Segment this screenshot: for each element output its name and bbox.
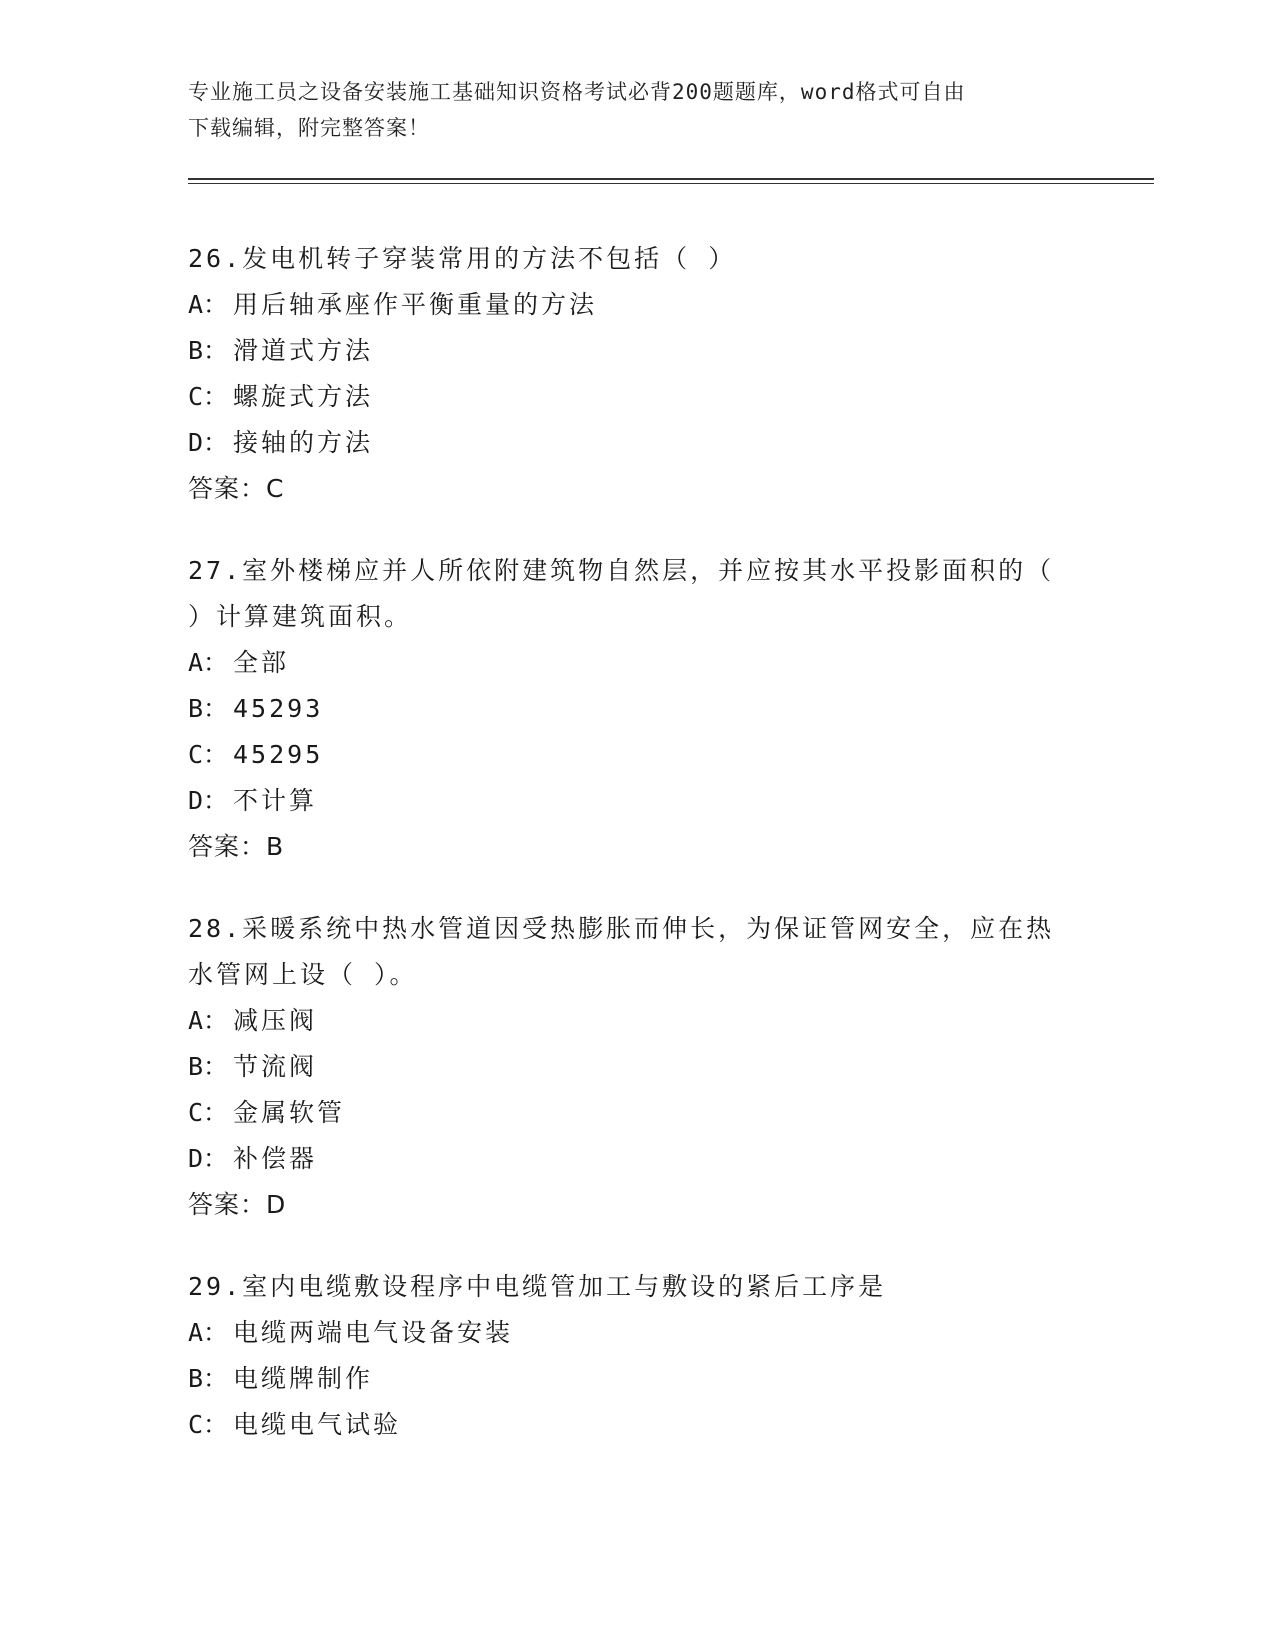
answer-option [188, 1136, 1088, 1182]
option-key: C： [188, 382, 229, 411]
answer-option [188, 374, 1088, 420]
question-stem: 29.室内电缆敷设程序中电缆管加工与敷设的紧后工序是 [188, 1272, 887, 1301]
question-block [188, 236, 1088, 512]
option-text: 不计算 [233, 786, 318, 815]
header-divider-thin [188, 183, 1154, 184]
header-line-1: 专业施工员之设备安装施工基础知识资格考试必背200题题库，word格式可自由 [188, 80, 966, 104]
option-text: 电缆牌制作 [233, 1364, 374, 1393]
option-text: 补偿器 [233, 1144, 318, 1173]
option-key: B： [188, 336, 229, 365]
question-block [188, 906, 1088, 1228]
answer-option [188, 420, 1088, 466]
header-line-2: 下载编辑，附完整答案！ [188, 116, 430, 140]
option-text: 金属软管 [233, 1098, 346, 1127]
option-key: B： [188, 1052, 229, 1081]
answer-option [188, 328, 1088, 374]
answer-option [188, 1310, 1088, 1356]
answer-option [188, 732, 1088, 778]
option-text: 滑道式方法 [233, 336, 374, 365]
option-text: 减压阀 [233, 1006, 318, 1035]
option-text: 全部 [233, 648, 290, 677]
question-stem: 27.室外楼梯应并人所依附建筑物自然层，并应按其水平投影面积的（ [188, 556, 1055, 585]
question-block [188, 1264, 1088, 1448]
answer-option [188, 686, 1088, 732]
answer-option [188, 640, 1088, 686]
option-text: 用后轴承座作平衡重量的方法 [233, 290, 598, 319]
option-key: D： [188, 1144, 229, 1173]
question-stem: 水管网上设（ ）。 [188, 960, 418, 989]
option-text: 电缆两端电气设备安装 [233, 1318, 514, 1347]
document-header [188, 74, 1088, 146]
answer-option [188, 998, 1088, 1044]
option-key: C： [188, 1410, 229, 1439]
option-key: B： [188, 694, 229, 723]
option-text: 螺旋式方法 [233, 382, 374, 411]
option-text: 接轴的方法 [233, 428, 374, 457]
answer-option [188, 1044, 1088, 1090]
option-key: D： [188, 786, 229, 815]
option-text: 45293 [233, 694, 324, 723]
answer-option [188, 1090, 1088, 1136]
option-key: A： [188, 1318, 229, 1347]
option-text: 节流阀 [233, 1052, 318, 1081]
option-key: C： [188, 1098, 229, 1127]
option-key: B： [188, 1364, 229, 1393]
question-stem: 26.发电机转子穿装常用的方法不包括（ ） [188, 244, 737, 273]
answer-option [188, 1402, 1088, 1448]
question-list [188, 236, 1088, 1484]
answer-line: 答案：B [188, 832, 285, 861]
option-key: A： [188, 290, 229, 319]
question-block [188, 548, 1088, 870]
option-key: A： [188, 648, 229, 677]
question-stem: 28.采暖系统中热水管道因受热膨胀而伸长，为保证管网安全，应在热 [188, 914, 1055, 943]
option-text: 45295 [233, 740, 324, 769]
option-key: A： [188, 1006, 229, 1035]
option-text: 电缆电气试验 [233, 1410, 402, 1439]
option-key: C： [188, 740, 229, 769]
answer-option [188, 778, 1088, 824]
answer-line: 答案：D [188, 1190, 287, 1219]
header-divider-thick [188, 178, 1154, 180]
question-stem: ）计算建筑面积。 [188, 602, 413, 631]
answer-option [188, 1356, 1088, 1402]
answer-line: 答案：C [188, 474, 285, 503]
answer-option [188, 282, 1088, 328]
option-key: D： [188, 428, 229, 457]
